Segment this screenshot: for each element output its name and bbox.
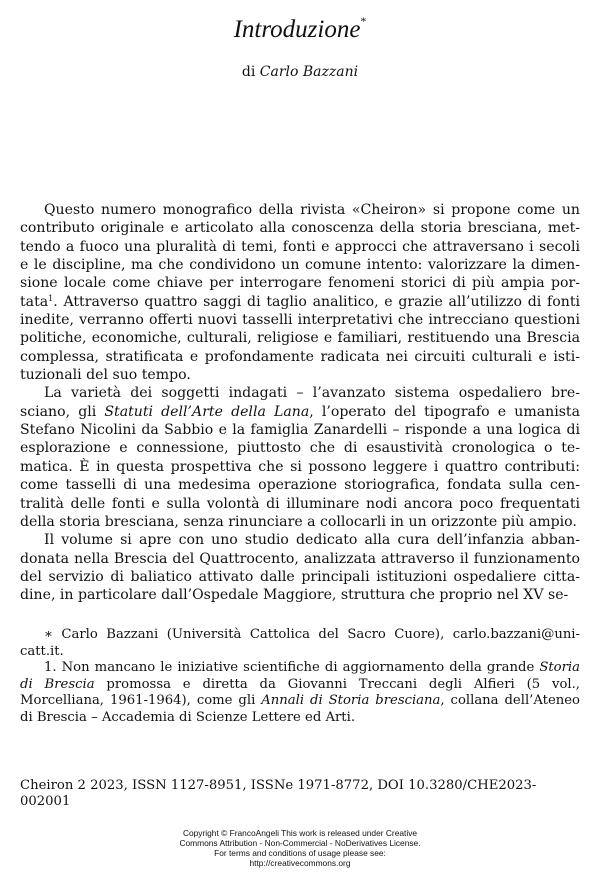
title-text: Introduzione	[233, 16, 361, 43]
footnote-ref-1[interactable]: 1	[48, 293, 54, 303]
footnote-1-text-a: 1. Non mancano le iniziative scientifiche di aggiornamento della grande	[44, 660, 540, 675]
page-title	[0, 14, 600, 44]
footnote-1-italic-2: Annali di Storia bresciana	[261, 693, 441, 708]
author-line	[0, 64, 600, 80]
footnotes	[20, 627, 580, 726]
paragraph-3: Il volume si apre con uno studio dedicato alla cura dell’infanzia abbandonata nella Brescia del Quattrocento, analizzata attraverso il funzionamento del servizio di baliatico attivato dalle principali istituzioni ospedaliere cittadine, in particolare dall’Ospedale Maggiore, struttura che proprio nel XV se-	[20, 532, 580, 604]
license-block	[0, 828, 600, 868]
citation-line: Cheiron 2 2023, ISSN 1127-8951, ISSNe 1971-8772, DOI 10.3280/CHE2023-002001	[20, 778, 537, 809]
footnote-1	[20, 660, 580, 726]
license-line-1: Copyright © FrancoAngeli This work is released under Creative	[182, 828, 418, 838]
author-prefix: di	[241, 64, 256, 80]
footnote-1-text-c: , collana dell’Ateneo di Brescia – Accademia di Scienze Lettere ed Arti.	[20, 693, 580, 725]
paragraph-1-text-b: . Attraverso quattro saggi di taglio analitico, e grazie all’utilizzo di fonti inedite, verranno offerti nuovi tasselli interpretativi che intrecciano questioni politiche, economiche, culturali, religiose e familiari, restituendo una Brescia complessa, stratificata e profondamente radicata nei circuiti culturali e istituzionali del suo tempo.	[20, 293, 580, 384]
paragraph-2-text-b: , l’operato del tipografo e umanista Stefano Nicolini da Sabbio e la famiglia Zanardelli – risponde a una logica di esplorazione e connessione, piuttosto che di esaustività cronologica o tematica. È in questa prospettiva che si possono leggere i quattro contributi: come tasselli di una medesima operazione storiografica, fondata sulla centralità delle fonti e sulla volontà di illuminare nodi ancora poco frequentati della storia bresciana, senza rinunciare a collocarli in un orizzonte più ampio.	[20, 403, 580, 530]
author-name: Carlo Bazzani	[259, 64, 359, 80]
paragraph-2	[20, 384, 580, 531]
footnote-1-italic-1: Storia di Brescia	[20, 660, 580, 692]
paragraph-2-italic: Statuti dell’Arte della Lana	[104, 403, 310, 420]
paragraph-2-text-a: La varietà dei soggetti indagati – l’avanzato sistema ospedaliero bresciano, gli	[20, 385, 580, 420]
footnote-star: ∗ Carlo Bazzani (Università Cattolica del Sacro Cuore), carlo.bazzani@unicatt.it.	[20, 627, 580, 659]
license-line-2: Commons Attribution - Non-Commercial - NoDerivatives License.	[179, 838, 421, 848]
license-line-3: For terms and conditions of usage please see:	[214, 848, 386, 858]
license-link[interactable]: http://creativecommons.org	[249, 858, 351, 868]
title-footnote-mark[interactable]: *	[360, 14, 367, 28]
footnote-1-text-b: promossa e diretta da Giovanni Treccani degli Alfieri (5 vol., Morcelliana, 1961-1964), come gli	[20, 676, 580, 708]
paragraph-1	[20, 201, 580, 384]
paragraph-1-text-a: Questo numero monografico della rivista «Cheiron» si propone come un contributo originale e articolato alla conoscenza della storia bresciana, mettendo a fuoco una pluralità di temi, fonti e approcci che attraversano i secoli e le discipline, ma che condividono un comune intento: valorizzare la dimensione locale come chiave per interrogare fenomeni storici di più ampia portata	[20, 202, 580, 310]
article-body	[20, 201, 580, 605]
